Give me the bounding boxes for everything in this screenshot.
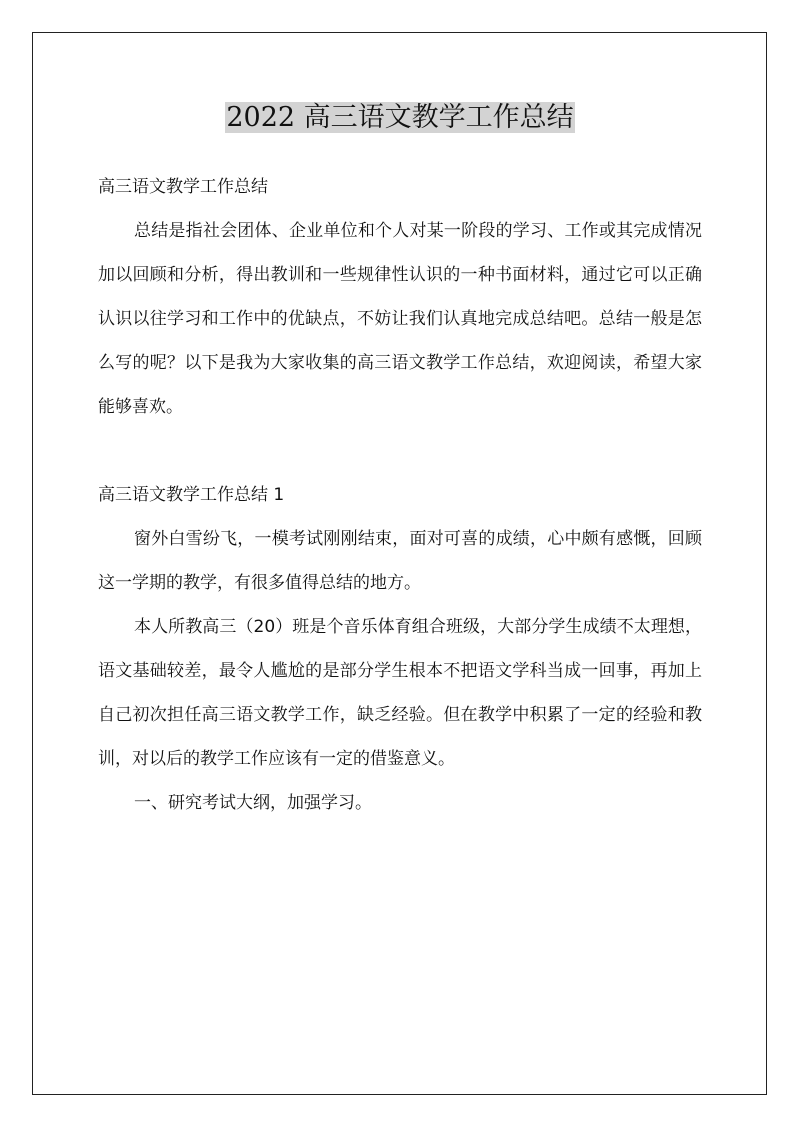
document-title-text: 2022 高三语文教学工作总结	[226, 102, 574, 133]
body-paragraph: 本人所教高三（20）班是个音乐体育组合班级，大部分学生成绩不太理想，语文基础较差，最令人尴尬的是部分学生根本不把语文学科当成一回事，再加上自己初次担任高三语文教学工作，缺乏经验。但在教学中积累了一定的经验和教训，对以后的教学工作应该有一定的借鉴意义。	[98, 617, 702, 769]
body-paragraph: 窗外白雪纷飞，一模考试刚刚结束，面对可喜的成绩，心中颇有感慨，回顾这一学期的教学，有很多值得总结的地方。	[98, 529, 702, 593]
document-body	[98, 165, 702, 825]
document-title	[0, 96, 800, 140]
section-heading-1: 高三语文教学工作总结 1	[98, 485, 285, 505]
subsection-heading: 一、研究考试大纲，加强学习。	[134, 793, 372, 813]
section-heading: 高三语文教学工作总结	[98, 177, 268, 197]
intro-paragraph: 总结是指社会团体、企业单位和个人对某一阶段的学习、工作或其完成情况加以回顾和分析，得出教训和一些规律性认识的一种书面材料，通过它可以正确认识以往学习和工作中的优缺点，不妨让我们认真地完成总结吧。总结一般是怎么写的呢？以下是我为大家收集的高三语文教学工作总结，欢迎阅读，希望大家能够喜欢。	[98, 221, 702, 417]
